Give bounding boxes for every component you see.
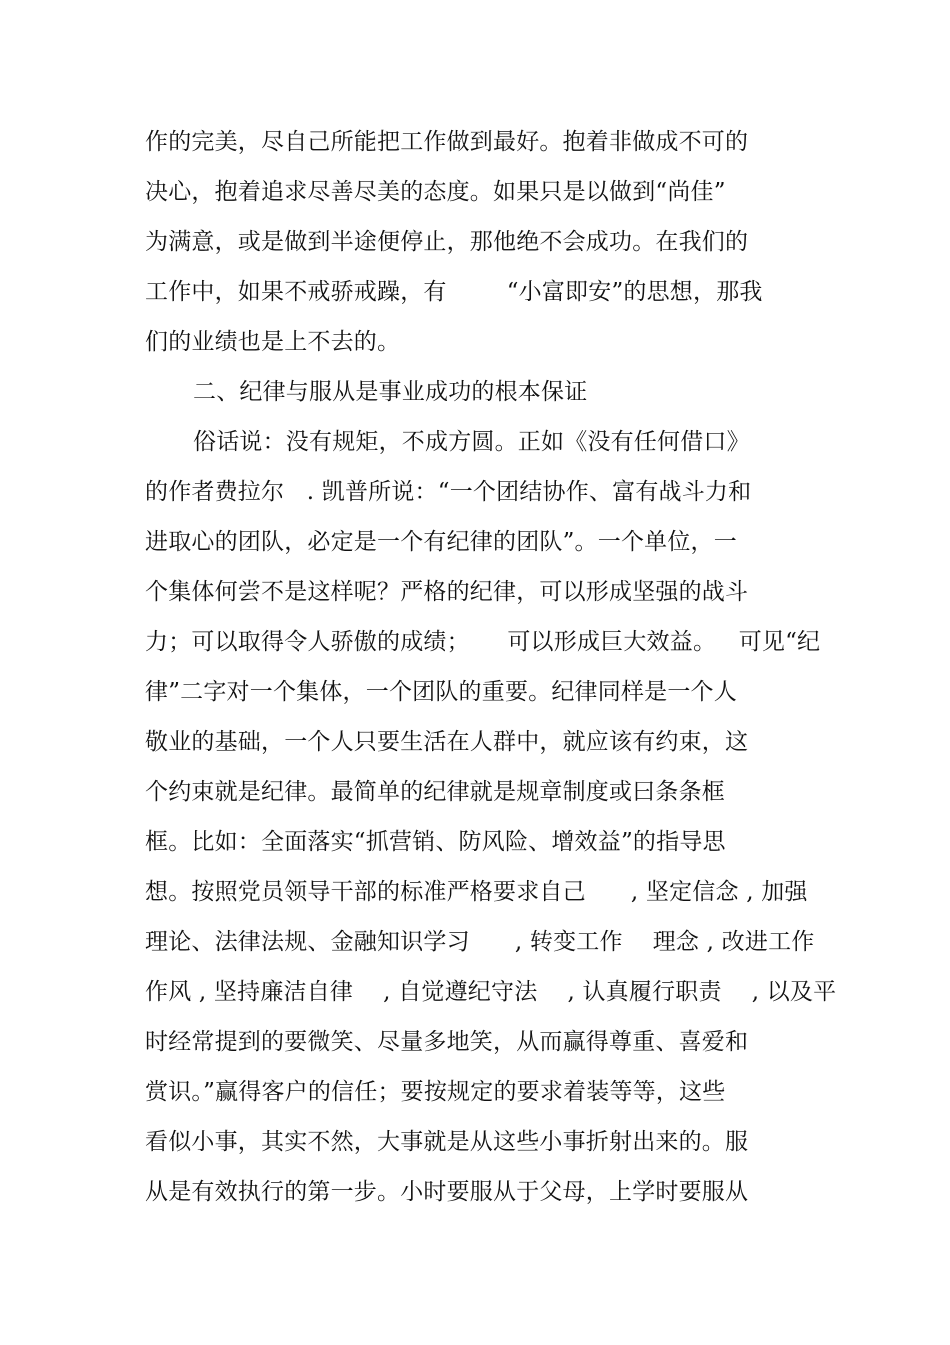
paragraph-line: 力；可以取得令人骄傲的成绩； 可以形成巨大效益。 可见“纪 — [145, 629, 821, 655]
paragraph-line: 决心，抱着追求尽善尽美的态度。如果只是以做到“尚佳” — [145, 179, 726, 205]
paragraph-line: 作风 , 坚持廉洁自律 , 自觉遵纪守法 , 认真履行职责 , 以及平 — [145, 979, 837, 1005]
paragraph-line: 赏识。”赢得客户的信任；要按规定的要求着装等等，这些 — [145, 1079, 726, 1105]
paragraph-line: 的作者费拉尔 . 凯普所说：“一个团结协作、富有战斗力和 — [145, 479, 752, 505]
paragraph-line: 理论、法律法规、金融知识学习 , 转变工作 理念 , 改进工作 — [145, 929, 815, 955]
paragraph-line: 想。按照党员领导干部的标准严格要求自己 , 坚定信念 , 加强 — [145, 879, 808, 905]
paragraph-line: 框。比如：全面落实“抓营销、防风险、增效益”的指导思 — [145, 829, 726, 855]
paragraph-line: 时经常提到的要微笑、尽量多地笑，从而赢得尊重、喜爱和 — [145, 1029, 749, 1055]
section-heading: 二、纪律与服从是事业成功的根本保证 — [193, 379, 588, 405]
paragraph-line: 俗话说：没有规矩，不成方圆。正如《没有任何借口》 — [193, 429, 750, 455]
paragraph-line: 个集体何尝不是这样呢？严格的纪律，可以形成坚强的战斗 — [145, 579, 749, 605]
paragraph-line: 从是有效执行的第一步。小时要服从于父母，上学时要服从 — [145, 1179, 749, 1205]
paragraph-line: 进取心的团队，必定是一个有纪律的团队”。一个单位，一 — [145, 529, 737, 555]
paragraph-line: 敬业的基础，一个人只要生活在人群中，就应该有约束，这 — [145, 729, 749, 755]
paragraph-line: 个约束就是纪律。最简单的纪律就是规章制度或曰条条框 — [145, 779, 725, 805]
paragraph-line: 为满意，或是做到半途便停止，那他绝不会成功。在我们的 — [145, 229, 749, 255]
paragraph-line: 律”二字对一个集体，一个团队的重要。纪律同样是一个人 — [145, 679, 737, 705]
paragraph-line: 作的完美，尽自己所能把工作做到最好。抱着非做成不可的 — [145, 129, 749, 155]
paragraph-line: 工作中，如果不戒骄戒躁，有 “小富即安”的思想，那我 — [145, 279, 763, 305]
paragraph-line: 看似小事，其实不然，大事就是从这些小事折射出来的。服 — [145, 1129, 749, 1155]
paragraph-line: 们的业绩也是上不去的。 — [145, 329, 401, 355]
